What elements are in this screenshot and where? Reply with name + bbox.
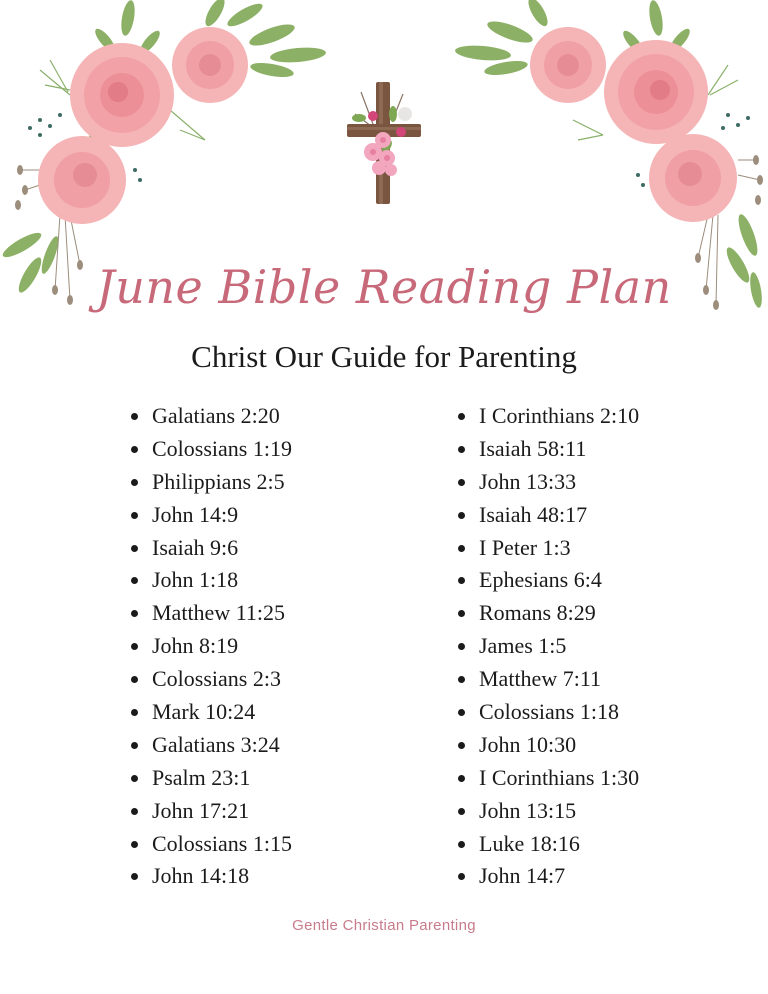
bullet-icon xyxy=(131,742,138,749)
bullet-icon xyxy=(458,709,465,716)
list-item xyxy=(128,762,292,795)
verse-reference: James 1:5 xyxy=(479,633,567,659)
list-item xyxy=(128,860,292,893)
bullet-icon xyxy=(458,841,465,848)
verse-reference: Colossians 1:15 xyxy=(152,830,292,856)
list-item xyxy=(455,499,639,532)
list-item xyxy=(128,696,292,729)
verse-reference: John 10:30 xyxy=(479,731,577,757)
list-item xyxy=(128,400,292,433)
list-item xyxy=(455,564,639,597)
bullet-icon xyxy=(458,775,465,782)
bullet-icon xyxy=(458,610,465,617)
list-item xyxy=(455,597,639,630)
page-title: June Bible Reading Plan xyxy=(96,260,672,314)
bullet-icon xyxy=(458,446,465,453)
bullet-icon xyxy=(131,413,138,420)
list-item xyxy=(128,795,292,828)
list-item xyxy=(128,499,292,532)
bullet-icon xyxy=(458,742,465,749)
reading-list-right xyxy=(455,400,639,893)
verse-reference: Isaiah 9:6 xyxy=(152,534,239,560)
bullet-icon xyxy=(131,577,138,584)
bullet-icon xyxy=(458,808,465,815)
list-item xyxy=(128,597,292,630)
list-item xyxy=(455,729,639,762)
list-item xyxy=(455,433,639,466)
list-item xyxy=(455,466,639,499)
verse-reference: Matthew 7:11 xyxy=(479,666,601,692)
verse-reference: Colossians 1:19 xyxy=(152,435,292,461)
bullet-icon xyxy=(131,610,138,617)
bullet-icon xyxy=(458,545,465,552)
bullet-icon xyxy=(458,577,465,584)
list-item xyxy=(128,729,292,762)
floral-cross-icon xyxy=(343,74,425,206)
list-item xyxy=(128,630,292,663)
verse-reference: Romans 8:29 xyxy=(479,600,596,626)
footer-brand: Gentle Christian Parenting xyxy=(292,917,476,934)
bullet-icon xyxy=(131,643,138,650)
bullet-icon xyxy=(131,808,138,815)
verse-reference: I Corinthians 1:30 xyxy=(479,764,640,790)
verse-reference: I Corinthians 2:10 xyxy=(479,403,640,428)
page-subtitle: Christ Our Guide for Parenting xyxy=(191,339,577,374)
list-item xyxy=(455,696,639,729)
list-item xyxy=(455,532,639,565)
list-item xyxy=(128,564,292,597)
list-item xyxy=(128,466,292,499)
verse-reference: Ephesians 6:4 xyxy=(479,567,602,593)
list-item xyxy=(128,663,292,696)
bullet-icon xyxy=(131,545,138,552)
bullet-icon xyxy=(131,676,138,683)
bullet-icon xyxy=(458,643,465,650)
bullet-icon xyxy=(131,479,138,486)
verse-reference: John 14:7 xyxy=(479,863,566,889)
list-item xyxy=(455,795,639,828)
bullet-icon xyxy=(458,413,465,420)
verse-reference: John 17:21 xyxy=(152,797,250,823)
list-item xyxy=(455,828,639,861)
list-item xyxy=(455,762,639,795)
verse-reference: Galatians 3:24 xyxy=(152,731,280,757)
list-item xyxy=(455,860,639,893)
verse-reference: Matthew 11:25 xyxy=(152,600,285,626)
list-item xyxy=(455,400,639,433)
bullet-icon xyxy=(458,479,465,486)
list-item xyxy=(128,532,292,565)
bullet-icon xyxy=(131,841,138,848)
bullet-icon xyxy=(458,676,465,683)
bullet-icon xyxy=(458,512,465,519)
bullet-icon xyxy=(458,873,465,880)
bullet-icon xyxy=(131,709,138,716)
list-item xyxy=(455,630,639,663)
verse-reference: I Peter 1:3 xyxy=(479,534,571,560)
verse-reference: John 1:18 xyxy=(152,567,239,593)
verse-reference: Philippians 2:5 xyxy=(152,468,285,494)
list-item xyxy=(128,828,292,861)
verse-reference: John 8:19 xyxy=(152,633,239,659)
bullet-icon xyxy=(131,446,138,453)
list-item xyxy=(128,433,292,466)
bullet-icon xyxy=(131,775,138,782)
verse-reference: John 14:18 xyxy=(152,863,250,889)
list-item xyxy=(455,663,639,696)
verse-reference: John 13:15 xyxy=(479,797,577,823)
bullet-icon xyxy=(131,512,138,519)
verse-reference: Luke 18:16 xyxy=(479,830,580,856)
verse-reference: Galatians 2:20 xyxy=(152,403,280,428)
reading-list-left xyxy=(128,400,292,893)
verse-reference: Colossians 1:18 xyxy=(479,699,619,725)
bullet-icon xyxy=(131,873,138,880)
verse-reference: Colossians 2:3 xyxy=(152,666,281,692)
verse-reference: Psalm 23:1 xyxy=(152,764,251,790)
verse-reference: John 14:9 xyxy=(152,501,239,527)
verse-reference: Mark 10:24 xyxy=(152,699,256,725)
verse-reference: Isaiah 48:17 xyxy=(479,501,588,527)
verse-reference: John 13:33 xyxy=(479,468,577,494)
verse-reference: Isaiah 58:11 xyxy=(479,435,587,461)
